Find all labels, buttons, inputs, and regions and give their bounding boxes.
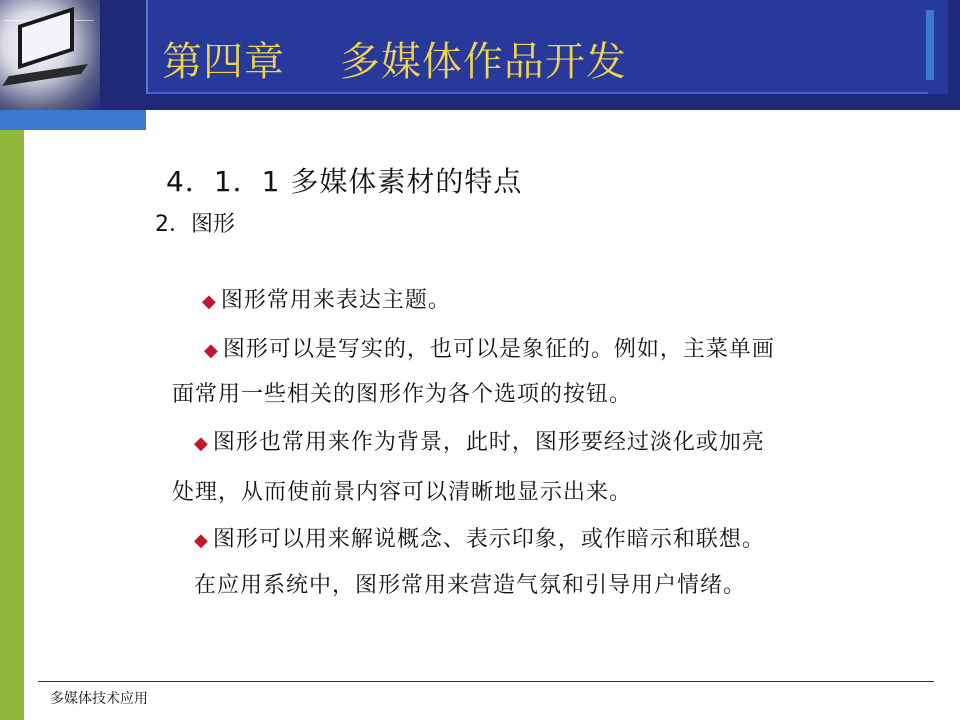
diamond-bullet-icon: ◆ (194, 530, 209, 551)
left-green-bar (0, 130, 24, 720)
body-text: 在应用系统中，图形常用来营造气氛和引导用户情绪。 (194, 573, 747, 598)
body-line (178, 400, 765, 456)
body-text: 图形常用来表达主题。 (220, 288, 451, 313)
section-heading: 4．1．1 多媒体素材的特点 (166, 165, 523, 198)
right-accent-bar (926, 10, 934, 80)
slide-title: 第四章 多媒体作品开发 (162, 39, 627, 85)
computer-image-icon (0, 0, 100, 110)
body-text: 处理，从而使前景内容可以清晰地显示出来。 (172, 480, 633, 505)
footer-text: 多媒体技术应用 (50, 691, 148, 707)
diamond-bullet-icon: ◆ (202, 291, 217, 312)
body-line (186, 258, 451, 314)
diamond-bullet-icon: ◆ (194, 433, 209, 454)
footer-divider (38, 681, 934, 682)
body-text: 图形可以是写实的，也可以是象征的。例如，主菜单画 (222, 337, 775, 362)
body-text: 图形也常用来作为背景，此时，图形要经过淡化或加亮 (212, 430, 765, 455)
body-line (178, 543, 746, 599)
body-text: 面常用一些相关的图形作为各个选项的按钮。 (172, 382, 633, 407)
accent-strip (0, 110, 146, 130)
subsection-heading: 2．图形 (155, 212, 235, 237)
diamond-bullet-icon: ◆ (204, 340, 219, 361)
body-text: 图形可以用来解说概念、表示印象，或作暗示和联想。 (212, 527, 765, 552)
